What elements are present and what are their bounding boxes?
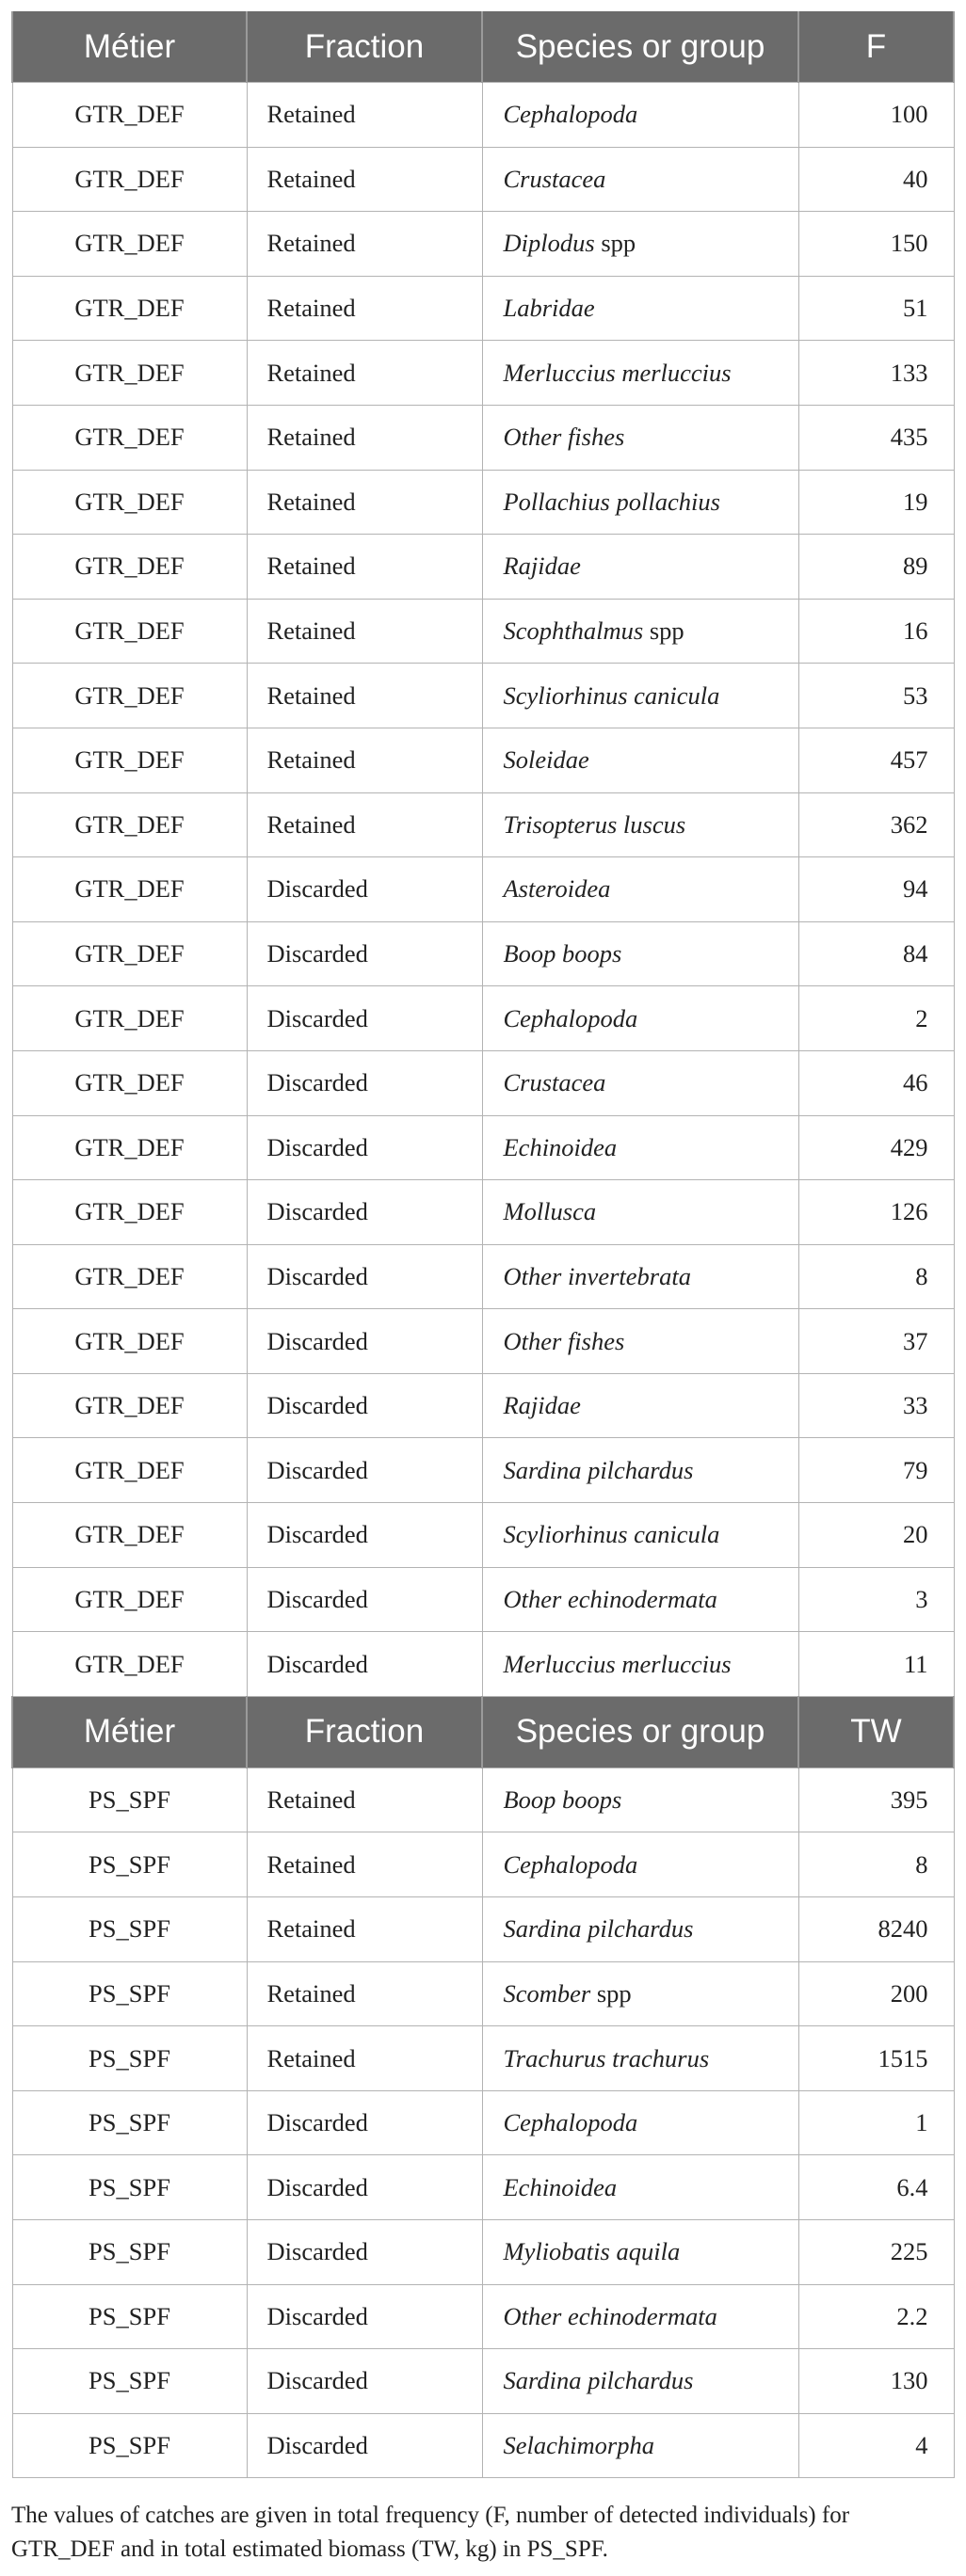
species-name: Cephalopoda [503,100,638,129]
table-row [12,2155,954,2220]
fraction-cell: Retained [247,2026,482,2091]
table-row [12,1115,954,1180]
table-row [12,1373,954,1438]
species-name: Cephalopoda [503,1003,638,1032]
species-cell [482,1050,798,1115]
header-fraction: Fraction [247,11,482,83]
catch-table [11,11,955,2478]
metier-cell: GTR_DEF [12,470,247,535]
species-name: Trisopterus luscus [503,809,686,839]
table-row [12,1632,954,1697]
species-cell [482,2090,798,2155]
metier-cell: GTR_DEF [12,405,247,470]
fraction-cell: Retained [247,83,482,148]
species-name: Cephalopoda [503,1849,638,1879]
table-footnote: The values of catches are given in total frequency (F, number of detected individuals) for GTR_DEF and in total estimated biomass (TW, kg) in PS_SPF. [11,2503,850,2562]
species-cell [482,1244,798,1309]
fraction-cell: Discarded [247,1050,482,1115]
metier-cell: PS_SPF [12,2026,247,2091]
value-cell: 51 [798,276,954,341]
value-cell: 8 [798,1832,954,1897]
species-name: Sardina pilchardus [503,1455,694,1484]
species-cell [482,535,798,600]
metier-cell: GTR_DEF [12,921,247,986]
fraction-cell: Discarded [247,1180,482,1245]
fraction-cell: Discarded [247,1309,482,1374]
metier-cell: PS_SPF [12,2413,247,2478]
species-name: Scomber [503,1978,591,2008]
value-cell: 11 [798,1632,954,1697]
metier-cell: GTR_DEF [12,1632,247,1697]
value-cell: 79 [798,1438,954,1503]
value-cell: 133 [798,341,954,406]
fraction-cell: Discarded [247,921,482,986]
species-name: Merluccius merluccius [503,1649,732,1678]
value-cell: 126 [798,1180,954,1245]
value-cell: 3 [798,1567,954,1632]
table-row [12,1567,954,1632]
table-row [12,147,954,212]
metier-cell: GTR_DEF [12,212,247,277]
value-cell: 84 [798,921,954,986]
species-cell [482,1567,798,1632]
species-name: Boop boops [503,1785,622,1815]
metier-cell: GTR_DEF [12,1180,247,1245]
value-cell: 53 [798,664,954,728]
fraction-cell: Retained [247,599,482,664]
table-row [12,83,954,148]
table-row [12,664,954,728]
species-name: Scyliorhinus canicula [503,1520,720,1549]
fraction-cell: Retained [247,1768,482,1832]
fraction-cell: Retained [247,728,482,792]
value-cell: 6.4 [798,2155,954,2220]
species-name: Myliobatis aquila [503,2237,681,2266]
metier-cell: GTR_DEF [12,728,247,792]
value-cell: 94 [798,857,954,922]
table-row [12,1244,954,1309]
fraction-cell: Retained [247,535,482,600]
species-name: Mollusca [503,1197,597,1226]
species-cell [482,1897,798,1962]
species-cell [482,792,798,857]
value-cell: 1515 [798,2026,954,2091]
header-metier: Métier [12,1696,247,1768]
value-cell: 457 [798,728,954,792]
fraction-cell: Discarded [247,857,482,922]
species-name: Soleidae [503,745,589,775]
species-cell [482,405,798,470]
metier-cell: PS_SPF [12,2349,247,2414]
fraction-cell: Retained [247,1897,482,1962]
value-cell: 362 [798,792,954,857]
species-cell [482,599,798,664]
fraction-cell: Retained [247,664,482,728]
fraction-cell: Discarded [247,1632,482,1697]
species-suffix: spp [594,229,636,258]
species-cell [482,212,798,277]
species-cell [482,2220,798,2285]
metier-cell: PS_SPF [12,2155,247,2220]
table-row [12,1180,954,1245]
species-cell [482,1503,798,1568]
species-cell [482,1115,798,1180]
species-name: Echinoidea [503,2172,618,2201]
species-cell [482,147,798,212]
metier-cell: PS_SPF [12,1897,247,1962]
fraction-cell: Discarded [247,1115,482,1180]
metier-cell: GTR_DEF [12,535,247,600]
table-row [12,728,954,792]
species-suffix: spp [643,616,684,646]
metier-cell: GTR_DEF [12,1567,247,1632]
fraction-cell: Discarded [247,1373,482,1438]
species-name: Pollachius pollachius [503,487,720,516]
value-cell: 8240 [798,1897,954,1962]
species-name: Other fishes [503,1326,625,1355]
fraction-cell: Discarded [247,2413,482,2478]
species-name: Other invertebrata [503,1261,691,1290]
species-cell [482,2026,798,2091]
species-name: Other echinodermata [503,1584,717,1613]
species-name: Sardina pilchardus [503,2366,694,2395]
species-cell [482,1438,798,1503]
value-cell: 89 [798,535,954,600]
species-cell [482,2155,798,2220]
value-cell: 8 [798,1244,954,1309]
table2-header-row [12,1696,954,1768]
value-cell: 2.2 [798,2284,954,2349]
species-cell [482,1832,798,1897]
metier-cell: GTR_DEF [12,599,247,664]
fraction-cell: Retained [247,341,482,406]
species-name: Merluccius merluccius [503,358,732,387]
table-row [12,1961,954,2026]
metier-cell: GTR_DEF [12,857,247,922]
species-name: Asteroidea [503,874,611,904]
value-cell: 200 [798,1961,954,2026]
fraction-cell: Discarded [247,2220,482,2285]
table-row [12,2284,954,2349]
species-cell [482,1309,798,1374]
species-name: Scyliorhinus canicula [503,680,720,710]
value-cell: 46 [798,1050,954,1115]
species-cell [482,986,798,1051]
species-name: Diplodus [503,229,595,258]
species-cell [482,728,798,792]
table-row [12,1309,954,1374]
table-row [12,857,954,922]
metier-cell: GTR_DEF [12,1438,247,1503]
fraction-cell: Retained [247,470,482,535]
fraction-cell: Discarded [247,1438,482,1503]
species-name: Crustacea [503,164,606,193]
species-name: Sardina pilchardus [503,1914,694,1944]
header-value: F [798,11,954,83]
species-name: Rajidae [503,1391,581,1420]
metier-cell: GTR_DEF [12,1244,247,1309]
species-cell [482,1373,798,1438]
table-row [12,986,954,1051]
metier-cell: PS_SPF [12,2090,247,2155]
metier-cell: PS_SPF [12,1961,247,2026]
header-metier: Métier [12,11,247,83]
table-row [12,212,954,277]
fraction-cell: Retained [247,212,482,277]
species-cell [482,664,798,728]
value-cell: 40 [798,147,954,212]
species-name: Cephalopoda [503,2108,638,2137]
fraction-cell: Retained [247,147,482,212]
fraction-cell: Retained [247,1961,482,2026]
species-name: Rajidae [503,552,581,581]
metier-cell: GTR_DEF [12,792,247,857]
fraction-cell: Discarded [247,2155,482,2220]
header-species: Species or group [482,11,798,83]
value-cell: 435 [798,405,954,470]
value-cell: 100 [798,83,954,148]
table-row [12,2349,954,2414]
metier-cell: GTR_DEF [12,83,247,148]
species-name: Other fishes [503,423,625,452]
species-cell [482,2349,798,2414]
value-cell: 37 [798,1309,954,1374]
value-cell: 19 [798,470,954,535]
header-fraction: Fraction [247,1696,482,1768]
table-row [12,276,954,341]
table-row [12,1768,954,1832]
fraction-cell: Discarded [247,2090,482,2155]
fraction-cell: Discarded [247,2284,482,2349]
metier-cell: PS_SPF [12,2284,247,2349]
species-cell [482,1768,798,1832]
catch-table-container [11,11,953,2478]
species-name: Trachurus trachurus [503,2043,710,2072]
species-cell [482,341,798,406]
value-cell: 16 [798,599,954,664]
species-cell [482,2413,798,2478]
table-row [12,2220,954,2285]
metier-cell: PS_SPF [12,1768,247,1832]
species-cell [482,921,798,986]
species-name: Boop boops [503,939,622,968]
metier-cell: GTR_DEF [12,1050,247,1115]
species-cell [482,1632,798,1697]
header-species: Species or group [482,1696,798,1768]
species-cell [482,2284,798,2349]
species-name: Selachimorpha [503,2431,654,2460]
metier-cell: GTR_DEF [12,1309,247,1374]
table-row [12,1897,954,1962]
value-cell: 2 [798,986,954,1051]
catch-table-body [12,11,954,2478]
metier-cell: GTR_DEF [12,147,247,212]
value-cell: 130 [798,2349,954,2414]
species-name: Echinoidea [503,1132,618,1161]
metier-cell: GTR_DEF [12,1115,247,1180]
species-name: Crustacea [503,1068,606,1097]
table-row [12,1438,954,1503]
metier-cell: GTR_DEF [12,1373,247,1438]
table-row [12,1503,954,1568]
fraction-cell: Discarded [247,1503,482,1568]
value-cell: 20 [798,1503,954,1568]
metier-cell: PS_SPF [12,1832,247,1897]
value-cell: 1 [798,2090,954,2155]
table1-header-row [12,11,954,83]
table-row [12,405,954,470]
table-row [12,2026,954,2091]
species-cell [482,1961,798,2026]
metier-cell: GTR_DEF [12,1503,247,1568]
value-cell: 225 [798,2220,954,2285]
species-cell [482,470,798,535]
metier-cell: GTR_DEF [12,276,247,341]
table-row [12,1832,954,1897]
table-row [12,1050,954,1115]
species-name: Other echinodermata [503,2301,717,2330]
table-row [12,792,954,857]
species-cell [482,83,798,148]
value-cell: 4 [798,2413,954,2478]
table-row [12,921,954,986]
header-value: TW [798,1696,954,1768]
species-cell [482,276,798,341]
fraction-cell: Retained [247,276,482,341]
species-cell [482,857,798,922]
metier-cell: GTR_DEF [12,341,247,406]
metier-cell: GTR_DEF [12,986,247,1051]
fraction-cell: Retained [247,1832,482,1897]
table-row [12,2090,954,2155]
metier-cell: GTR_DEF [12,664,247,728]
fraction-cell: Retained [247,405,482,470]
table-row [12,599,954,664]
value-cell: 150 [798,212,954,277]
value-cell: 33 [798,1373,954,1438]
value-cell: 395 [798,1768,954,1832]
species-name: Labridae [503,294,595,323]
table-row [12,2413,954,2478]
fraction-cell: Discarded [247,986,482,1051]
table-row [12,341,954,406]
table-row [12,470,954,535]
fraction-cell: Discarded [247,1567,482,1632]
species-suffix: spp [590,1978,632,2008]
species-cell [482,1180,798,1245]
species-name: Scophthalmus [503,616,644,646]
table-row [12,535,954,600]
fraction-cell: Retained [247,792,482,857]
metier-cell: PS_SPF [12,2220,247,2285]
fraction-cell: Discarded [247,2349,482,2414]
value-cell: 429 [798,1115,954,1180]
fraction-cell: Discarded [247,1244,482,1309]
